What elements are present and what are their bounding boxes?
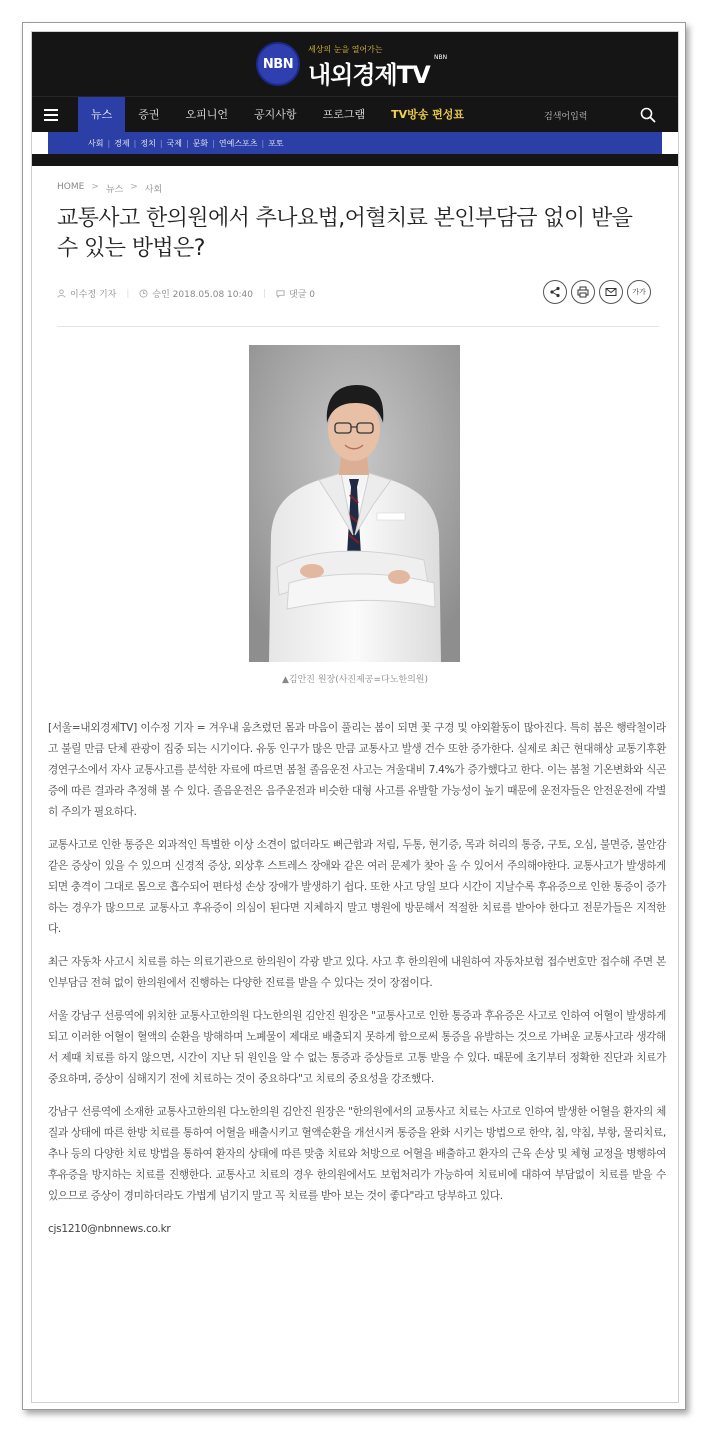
breadcrumb <box>57 182 162 195</box>
chevron-right-icon: > <box>91 182 99 192</box>
logo-site-name: 내외경제TV <box>308 61 430 89</box>
nav-item-notice[interactable]: 공지사항 <box>254 108 297 121</box>
article-title: 교통사고 한의원에서 추나요법,어혈치료 본인부담금 없이 받을 수 있는 방법은? <box>57 206 633 261</box>
subnav-item-entertainment-sports[interactable]: 연예스포츠 <box>218 138 258 148</box>
nav-item-stocks[interactable]: 증권 <box>138 108 160 121</box>
nbn-logo-mark: NBN <box>256 42 300 86</box>
main-nav <box>32 96 678 132</box>
reporter-email[interactable]: cjs1210@nbnnews.co.kr <box>48 1223 171 1235</box>
subnav-item-politics[interactable]: 정치 <box>140 138 156 148</box>
share-button[interactable] <box>543 280 567 304</box>
print-icon <box>577 286 589 298</box>
article-paragraph: [서울=내외경제TV] 이수정 기자 = 겨우내 움츠렸던 몸과 마음이 풀리는 봄이 되면 꽃 구경 및 야외활동이 많아진다. 특히 봄은 행락철이라고 불릴 만큼 단체 관광이 집중 되는 시기이다. 유동 인구가 많은 만큼 교통사고 발생 건수 또한 증가한다. 실제로 최근 현대해상 교통기후환경연구소에서 자사 교통사고를 분석한 자료에 따르면 봄철 졸음운전 사고는 겨울대비 7.4%가 증가했다고 한다. 이는 봄철 기온변화와 식곤증에 따른 결과라 추정해 볼 수 있다. 졸음운전은 음주운전과 비슷한 대형 사고를 유발할 가능성이 높기 때문에 운전자들은 안전운전에 각별히 주의가 필요하다. <box>48 722 666 818</box>
article-photo <box>249 345 460 662</box>
print-button[interactable] <box>571 280 595 304</box>
mail-icon <box>605 286 617 298</box>
hamburger-menu-icon[interactable] <box>44 109 60 121</box>
article-author: 이수정 기자 <box>70 290 117 300</box>
search-input[interactable]: 검색어입력 <box>544 112 588 122</box>
page-frame <box>22 22 686 1410</box>
article-body <box>48 718 666 1252</box>
article-meta: 이수정 기자 | 승인 2018.05.08 10:40 | 댓글 0 <box>57 287 315 300</box>
clock-icon <box>139 289 148 298</box>
chevron-right-icon: > <box>130 182 138 192</box>
logo-sup: NBN <box>434 54 448 61</box>
subnav-item-photo[interactable]: 포토 <box>268 138 284 148</box>
nav-item-opinion[interactable]: 오피니언 <box>185 108 229 121</box>
subnav-item-international[interactable]: 국제 <box>166 138 182 148</box>
article-approved-time: 승인 2018.05.08 10:40 <box>152 290 253 300</box>
sub-nav: 사회 | 경제 | 정치 | 국제 | 문화 | 연예스포츠 | 포토 <box>48 132 662 154</box>
site-logo[interactable] <box>256 42 466 89</box>
doctor-portrait-image <box>249 345 460 662</box>
user-icon <box>57 289 66 298</box>
meta-divider <box>57 326 659 327</box>
subnav-item-economy[interactable]: 경제 <box>114 138 130 148</box>
subnav-item-culture[interactable]: 문화 <box>192 138 209 148</box>
article-comments[interactable]: 댓글 0 <box>289 290 315 300</box>
article-paragraph: 교통사고로 인한 통증은 외과적인 특별한 이상 소견이 없더라도 뻐근함과 저림, 두통, 현기증, 목과 허리의 통증, 구토, 오심, 불면증, 불안감 같은 증상이 있을 수 있으며 신경적 증상, 외상후 스트레스 장애와 같은 여러 문제가 찾아 올 수 있어서 주의해야한다. 교통사고가 발생하게 되면 충격이 그대로 몸으로 흡수되어 편타성 손상 장애가 발생하기 쉽다. 또한 사고 당일 보다 시간이 지날수록 후유증으로 인한 통증이 증가하는 경우가 많으므로 교통사고 후유증이 의심이 된다면 지체하지 말고 병원에 방문해서 적절한 치료를 받아야 한다고 전문가들은 지적한다. <box>48 839 666 935</box>
share-icon <box>549 286 561 298</box>
comment-icon <box>276 289 285 298</box>
email-button[interactable] <box>599 280 623 304</box>
font-size-button[interactable]: 가가 <box>627 280 651 304</box>
masthead <box>32 32 678 96</box>
breadcrumb-society[interactable]: 사회 <box>144 185 163 195</box>
breadcrumb-news[interactable]: 뉴스 <box>105 185 124 195</box>
page-inner <box>31 31 679 1403</box>
nav-item-news[interactable]: 뉴스 <box>78 97 125 133</box>
logo-slogan: 세상의 눈을 열어가는 <box>308 45 383 54</box>
nav-items <box>78 97 477 133</box>
header-bottom-band <box>32 154 678 166</box>
breadcrumb-home[interactable]: HOME <box>57 182 85 192</box>
nav-item-program[interactable]: 프로그램 <box>322 108 366 121</box>
search-icon[interactable] <box>640 107 656 123</box>
subnav-item-society[interactable]: 사회 <box>88 138 104 148</box>
article-paragraph: 최근 자동차 사고시 치료를 하는 의료기관으로 한의원이 각광 받고 있다. 사고 후 한의원에 내원하여 자동차보험 접수번호만 접수해 주면 본인부담금 전혀 없이 한의원에서 진행하는 다양한 진료를 받을 수 있다는 것이 장점이다. <box>48 956 666 989</box>
nav-item-tv-schedule[interactable]: TV방송 편성표 <box>391 108 465 121</box>
article-tools <box>543 280 655 304</box>
article-paragraph: 강남구 선릉역에 소재한 교통사고한의원 다노한의원 김안진 원장은 "한의원에서의 교통사고 치료는 사고로 인하여 발생한 어혈을 환자의 체질과 상태에 따른 한방 치료를 통하여 어혈을 배출시키고 혈액순환을 개선시켜 통증을 완화 시키는 방법으로 한약, 침, 약침, 부항, 물리치료, 추나 등의 다양한 치료 방법을 통하여 환자의 상태에 따른 맞춤 치료와 처방으로 어혈을 배출하고 환자의 근육 손상 및 체형 교정을 병행하여 후유증을 방지하는 치료를 진행한다. 교통사고 치료의 경우 한의원에서도 보험처리가 가능하여 치료비에 대하여 부담없이 치료를 받을 수 있으므로 증상이 경미하더라도 가볍게 넘기지 말고 꼭 치료를 받아 보는 것이 좋다"라고 당부하고 있다. <box>48 1106 666 1202</box>
article-paragraph: 서울 강남구 선릉역에 위치한 교통사고한의원 다노한의원 김안진 원장은 "교통사고로 인한 통증과 후유증은 사고로 인하여 어혈이 발생하게 되고 이러한 어혈이 혈액의 순환을 방해하며 노폐물이 제대로 배출되지 못하게 함으로써 통증을 유발하는 것으로 가벼운 교통사고라 생각해서 제때 치료를 하지 않으면, 시간이 지난 뒤 원인을 알 수 없는 통증과 증상들로 고통 받을 수 있다. 때문에 초기부터 정확한 진단과 치료가 중요하며, 증상이 심해지기 전에 치료하는 것이 중요하다"고 치료의 중요성을 강조했다. <box>48 1010 666 1085</box>
photo-caption: ▲김안진 원장(사진제공=다노한의원) <box>281 675 429 685</box>
